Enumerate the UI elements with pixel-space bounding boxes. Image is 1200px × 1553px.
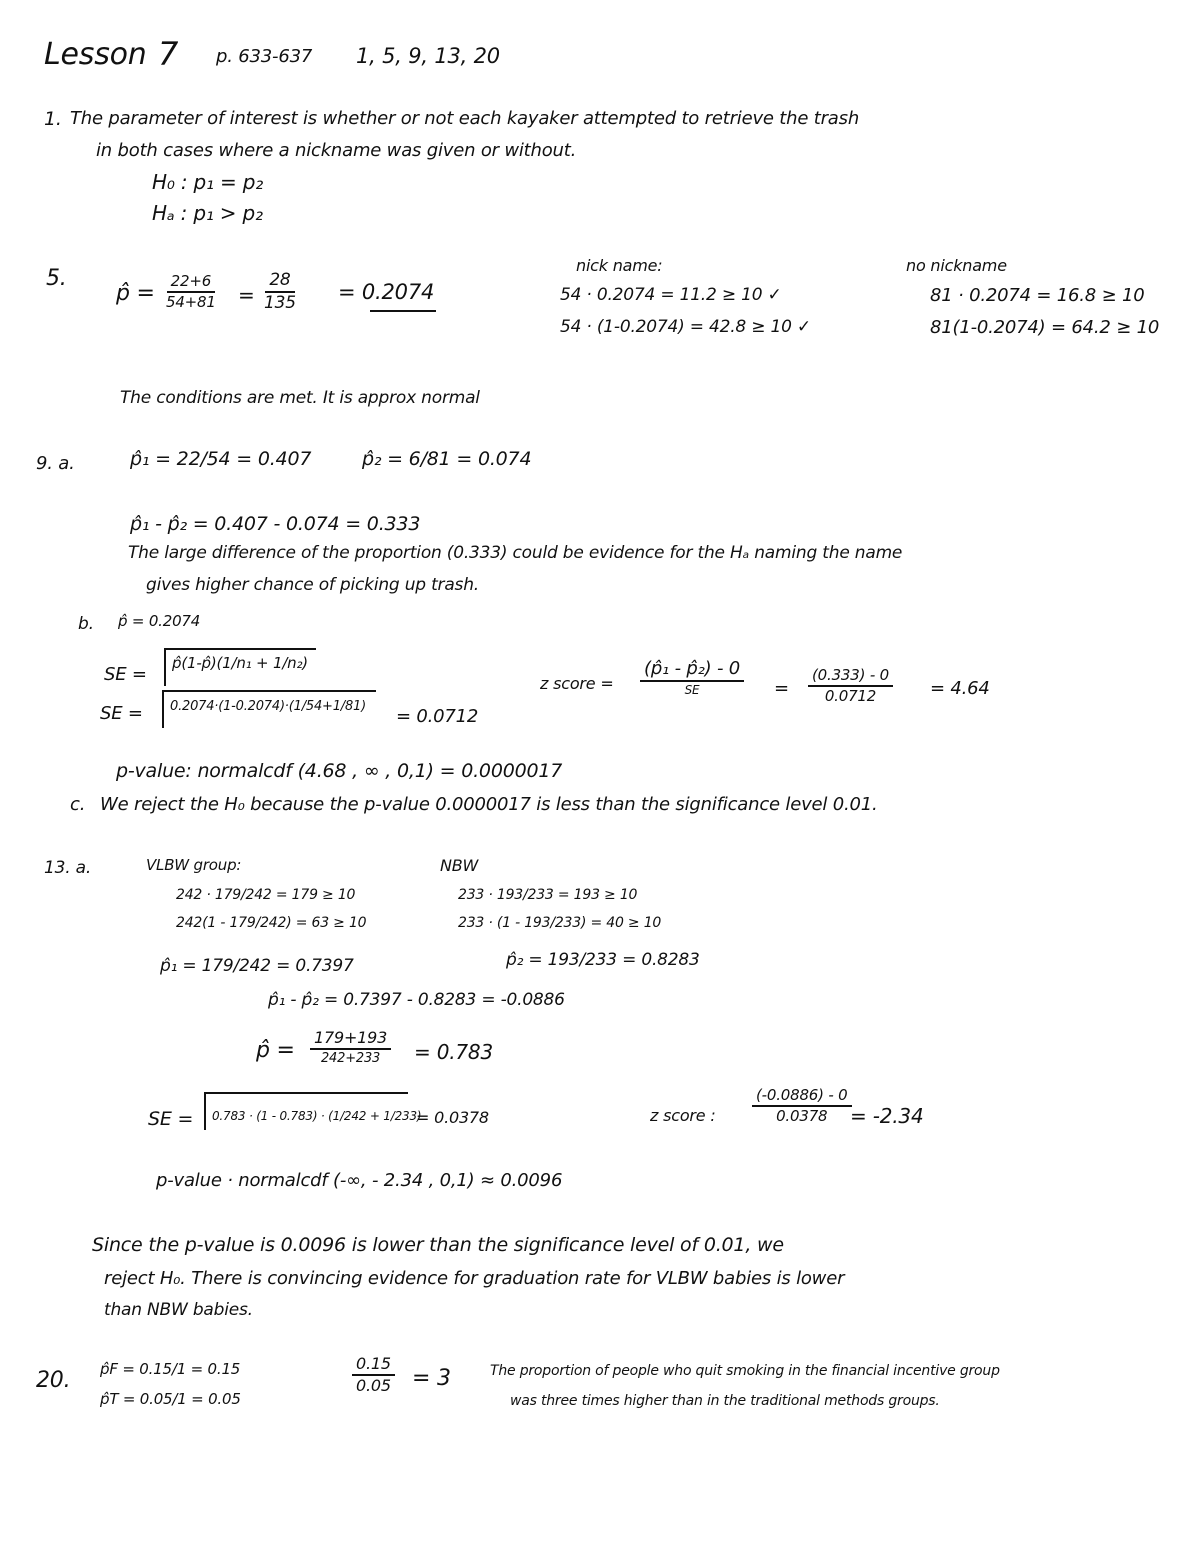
q20-ratio-num: 0.15	[352, 1356, 395, 1376]
q13-z-den: 0.0378	[776, 1107, 828, 1125]
q5-nick-check-1: 54 · 0.2074 = 11.2 ≥ 10 ✓	[560, 285, 782, 305]
q1-line2: in both cases where a nickname was given or without.	[96, 140, 577, 161]
q13-label: 13. a.	[44, 858, 92, 878]
q5-conclusion: The conditions are met. It is approx normal	[120, 388, 480, 408]
q9-p1: p̂₁ = 22/54 = 0.407	[130, 448, 312, 470]
q5-nick-check-2: 54 · (1-0.2074) = 42.8 ≥ 10 ✓	[560, 317, 811, 337]
q9-b-label: b.	[78, 614, 94, 634]
q13-z-fraction	[752, 1088, 852, 1124]
q5-fraction-2	[264, 272, 296, 312]
q5-no-check-1: 81 · 0.2074 = 16.8 ≥ 10	[930, 285, 1145, 306]
q9-se2-lhs: SE =	[100, 703, 143, 724]
q13-pooled-num: 179+193	[310, 1030, 391, 1050]
q9-z-fraction-2	[808, 668, 893, 704]
q1-line1: The parameter of interest is whether or not each kayaker attempted to retrieve the trash	[70, 108, 860, 129]
problem-list: 1, 5, 9, 13, 20	[356, 44, 500, 68]
q20-text-1: The proportion of people who quit smoking in the financial incentive group	[490, 1363, 1000, 1379]
q20-pt: p̂T = 0.05/1 = 0.05	[100, 1390, 241, 1408]
lesson-title: Lesson	[44, 37, 147, 72]
q9-b-phat: p̂ = 0.2074	[118, 612, 201, 630]
q5-result-underline	[370, 310, 436, 312]
q9-se2-formula: 0.2074·(1-0.2074)·(1/54+1/81)	[170, 699, 366, 714]
q9-p2: p̂₂ = 6/81 = 0.074	[362, 448, 532, 470]
q13-z-lhs: z score :	[650, 1106, 716, 1125]
page-range: p. 633-637	[216, 46, 313, 67]
q13-se-lhs: SE =	[148, 1108, 194, 1130]
q9-z-lhs: z score =	[540, 674, 614, 693]
q9-z-fraction	[640, 660, 744, 696]
q9-se-formula: p̂(1-p̂)(1/n₁ + 1/n₂)	[172, 654, 308, 672]
q13-conclusion-2: reject H₀. There is convincing evidence for graduation rate for VLBW babies is lower	[104, 1268, 845, 1289]
q5-fraction-1-den: 54+81	[166, 293, 216, 311]
q9-text-2: gives higher chance of picking up trash.	[146, 575, 479, 595]
q1-alt-hypothesis: Hₐ : p₁ > p₂	[152, 201, 263, 225]
q13-p1: p̂₁ = 179/242 = 0.7397	[160, 956, 354, 976]
q20-pf: p̂F = 0.15/1 = 0.15	[100, 1360, 241, 1378]
q13-pooled-den: 242+233	[320, 1051, 381, 1066]
q5-equals: =	[238, 283, 255, 307]
q13-pooled-result: = 0.783	[414, 1040, 493, 1064]
q9-z-num2: (0.333) - 0	[808, 668, 893, 687]
q5-no-check-2: 81(1-0.2074) = 64.2 ≥ 10	[930, 317, 1160, 338]
q13-z-num: (-0.0886) - 0	[752, 1088, 852, 1107]
q13-p2: p̂₂ = 193/233 = 0.8283	[506, 950, 700, 970]
q9-z-den: SE	[684, 683, 700, 697]
q5-fraction-2-den: 135	[264, 293, 296, 313]
lesson-number: 7	[158, 35, 179, 73]
q20-ratio	[352, 1356, 395, 1394]
q13-nbw-title: NBW	[440, 856, 479, 875]
q5-nick-title: nick name:	[576, 256, 663, 275]
q9-z-den2: 0.0712	[824, 687, 877, 705]
q5-fraction-2-num: 28	[265, 272, 294, 293]
q5-no-title: no nickname	[906, 256, 1007, 275]
q9-z-result: = 4.64	[930, 678, 990, 699]
q13-difference: p̂₁ - p̂₂ = 0.7397 - 0.8283 = -0.0886	[268, 990, 565, 1010]
q20-text-2: was three times higher than in the traditional methods groups.	[510, 1393, 940, 1409]
q9-se-lhs: SE =	[104, 664, 147, 685]
q13-conclusion-1: Since the p-value is 0.0096 is lower than the significance level of 0.01, we	[92, 1234, 784, 1256]
q13-nbw-check-2: 233 · (1 - 193/233) = 40 ≥ 10	[458, 915, 662, 931]
q5-fraction-1	[166, 274, 216, 310]
q13-se-formula: 0.783 · (1 - 0.783) · (1/242 + 1/233)	[212, 1109, 422, 1123]
q20-ratio-result: = 3	[412, 1366, 451, 1391]
q13-nbw-check-1: 233 · 193/233 = 193 ≥ 10	[458, 887, 638, 903]
q20-ratio-den: 0.05	[356, 1376, 391, 1395]
q9-c-label: c.	[70, 794, 86, 815]
q9-c-text: We reject the H₀ because the p-value 0.0000017 is less than the significance level 0.01.	[100, 794, 878, 815]
q13-vlbw-title: VLBW group:	[146, 856, 242, 874]
q13-vlbw-check-1: 242 · 179/242 = 179 ≥ 10	[176, 887, 356, 903]
q13-pvalue: p-value · normalcdf (-∞, - 2.34 , 0,1) ≈ 0.0096	[156, 1170, 563, 1191]
q13-pooled-fraction	[310, 1030, 391, 1065]
q9-text-1: The large difference of the proportion (0.333) could be evidence for the Hₐ naming the name	[128, 543, 903, 563]
q9-difference: p̂₁ - p̂₂ = 0.407 - 0.074 = 0.333	[130, 513, 421, 535]
q1-null-hypothesis: H₀ : p₁ = p₂	[152, 170, 264, 194]
q9-se2-result: = 0.0712	[396, 706, 479, 727]
q9-z-num: (p̂₁ - p̂₂) - 0	[640, 660, 744, 682]
q9-label: 9. a.	[36, 453, 75, 474]
q13-z-result: = -2.34	[850, 1104, 924, 1128]
q20-label: 20.	[36, 1368, 71, 1393]
q1-label: 1.	[44, 108, 62, 130]
q5-phat-lhs: p̂ =	[116, 281, 155, 306]
q5-fraction-1-num: 22+6	[167, 274, 215, 293]
q9-pvalue: p-value: normalcdf (4.68 , ∞ , 0,1) = 0.0000017	[116, 760, 563, 782]
q13-pooled-lhs: p̂ =	[256, 1038, 295, 1063]
q9-z-equals: =	[774, 678, 789, 699]
q13-se-result: = 0.0378	[416, 1108, 489, 1127]
q5-pooled-result: = 0.2074	[338, 280, 435, 304]
q13-conclusion-3: than NBW babies.	[104, 1300, 253, 1320]
q5-label: 5.	[46, 266, 67, 291]
q13-vlbw-check-2: 242(1 - 179/242) = 63 ≥ 10	[176, 915, 367, 931]
